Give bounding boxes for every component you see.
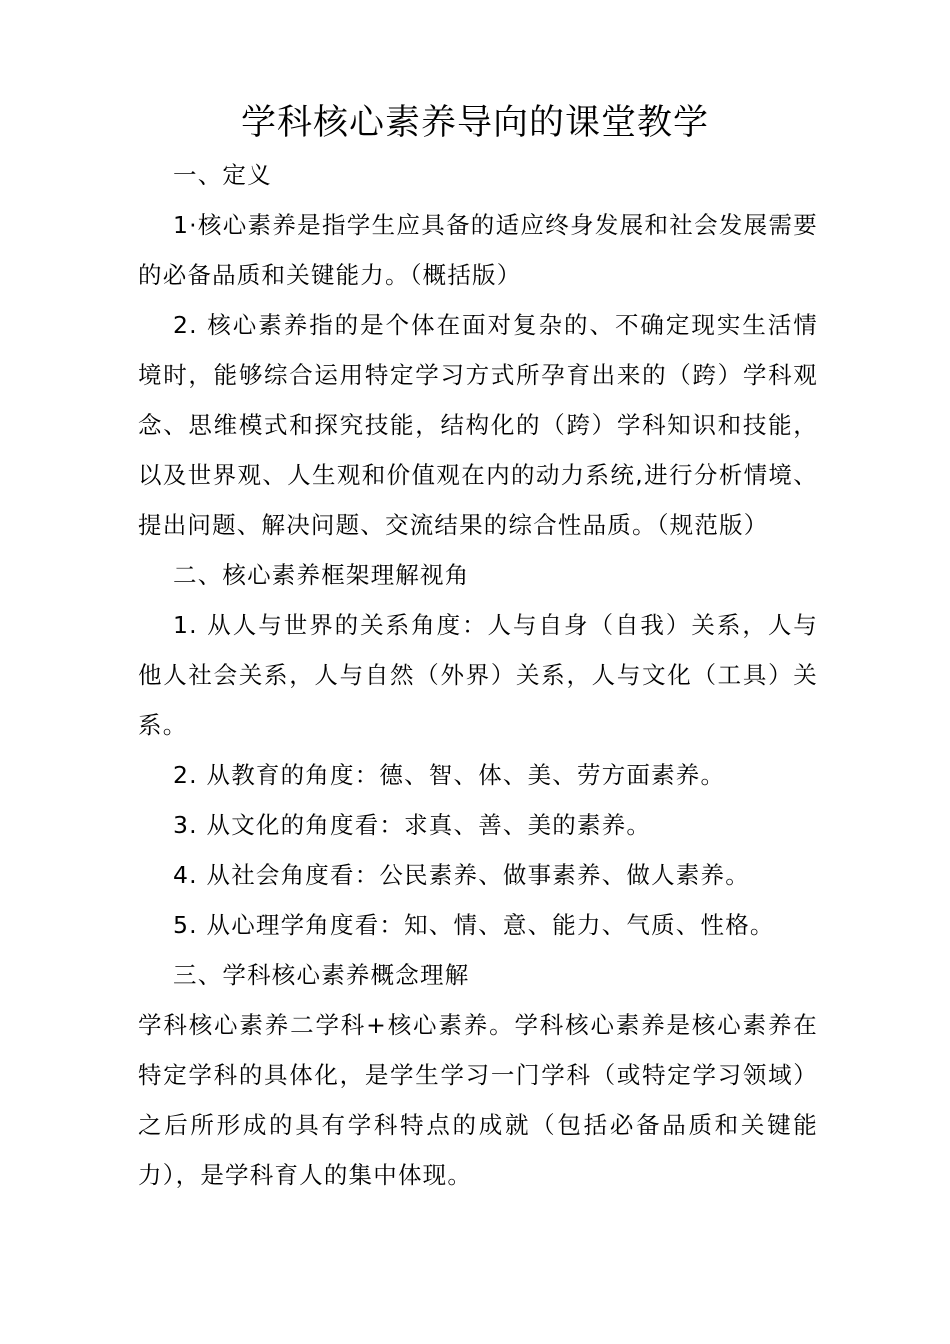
paragraph-framework-5: 5. 从心理学角度看：知、情、意、能力、气质、性格。 — [173, 911, 775, 939]
section-heading-concept: 三、学科核心素养概念理解 — [173, 961, 470, 989]
paragraph-framework-3: 3. 从文化的角度看：求真、善、美的素养。 — [173, 811, 652, 839]
paragraph-framework-2: 2. 从教育的角度：德、智、体、美、劳方面素养。 — [173, 761, 726, 789]
paragraph-concept: 学科核心素养二学科+核心素养。学科核心素养是核心素养在特定学科的具体化，是学生学习一门学科（或特定学习领域）之后所形成的具有学科特点的成就（包括必备品质和关键能力），是学科育人的集中体现。 — [138, 1011, 818, 1189]
document-title: 学科核心素养导向的课堂教学 — [240, 103, 709, 143]
paragraph-framework-1: 1. 从人与世界的关系角度：人与自身（自我）关系，人与他人社会关系，人与自然（外界）关系，人与文化（工具）关系。 — [138, 611, 818, 739]
section-heading-framework: 二、核心素养框架理解视角 — [173, 561, 470, 589]
paragraph-framework-4: 4. 从社会角度看：公民素养、做事素养、做人素养。 — [173, 861, 750, 889]
section-heading-definition: 一、定义 — [173, 161, 272, 189]
paragraph-definition-2: 2. 核心素养指的是个体在面对复杂的、不确定现实生活情境时，能够综合运用特定学习方式所孕育出来的（跨）学科观念、思维模式和探究技能，结构化的（跨）学科知识和技能，以及世界观、人生观和价值观在内的动力系统,进行分析情境、提出问题、解决问题、交流结果的综合性品质。（规范版） — [138, 311, 818, 539]
paragraph-definition-1: 1·核心素养是指学生应具备的适应终身发展和社会发展需要的必备品质和关键能力。（概括版） — [138, 211, 818, 289]
